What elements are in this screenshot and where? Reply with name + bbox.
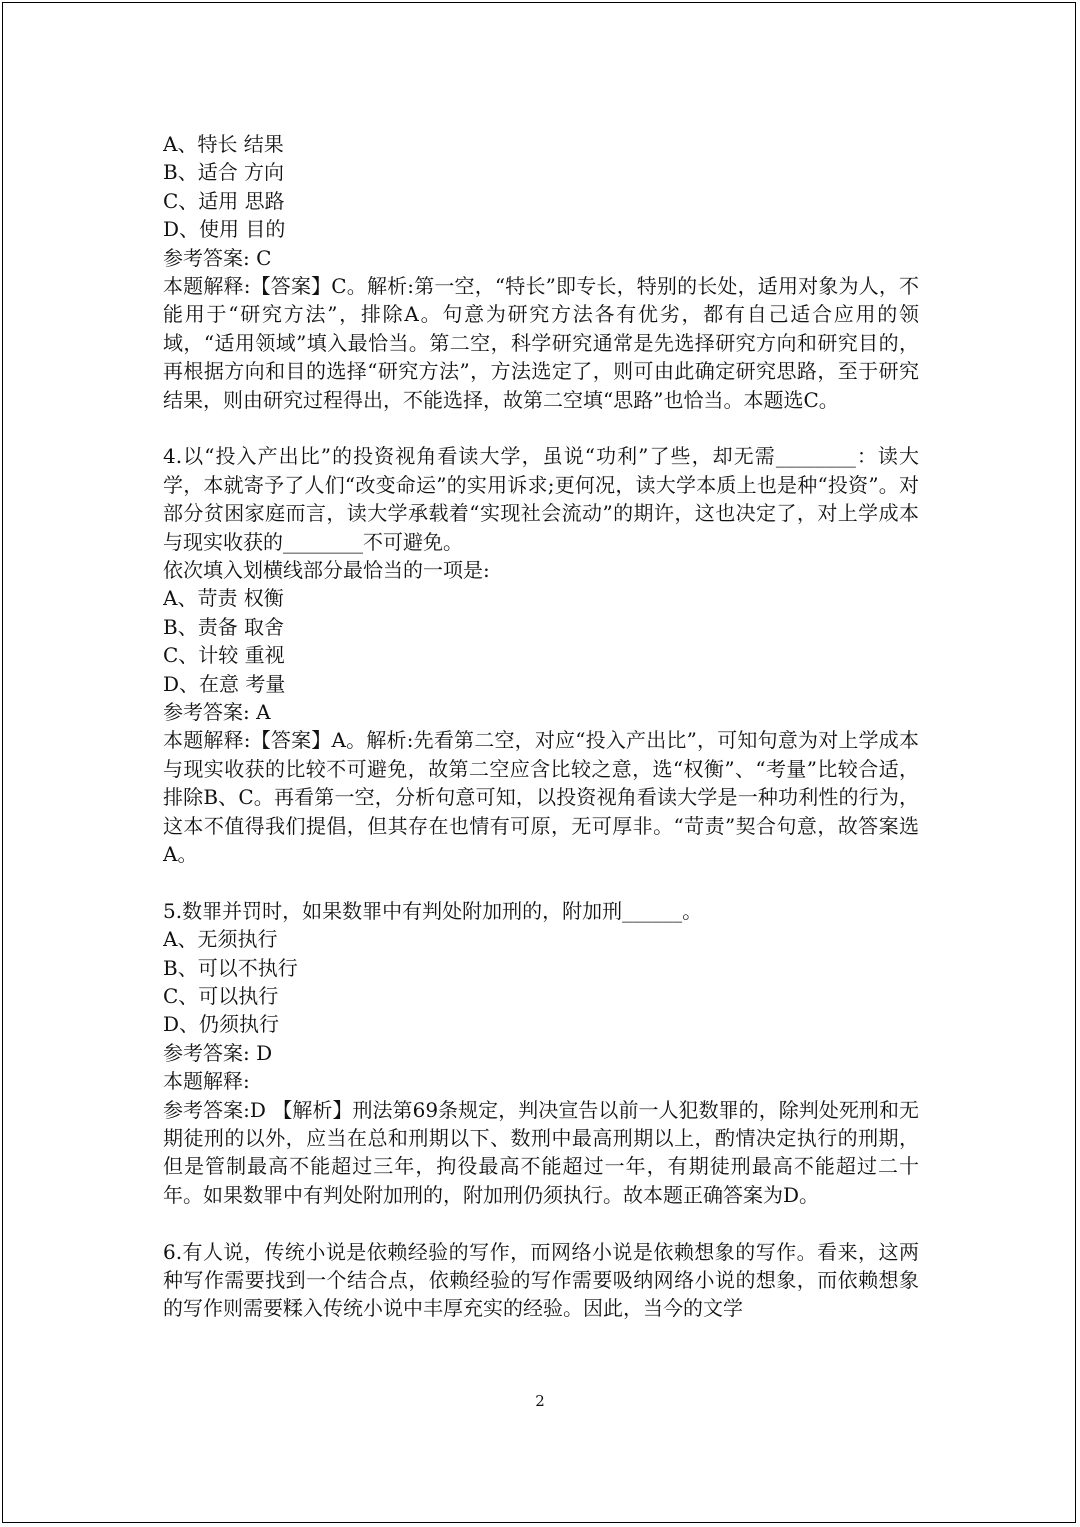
q4-option-b: B、责备 取舍	[163, 614, 285, 639]
q4-option-d: D、在意 考量	[163, 671, 286, 696]
q3-option-d: D、使用 目的	[163, 217, 286, 242]
q3-option-a: A、特长 结果	[163, 132, 284, 156]
q3-option-c: C、适用 思路	[163, 188, 285, 213]
question-6-block	[163, 1238, 919, 1323]
q4-option-a: A、苛责 权衡	[163, 586, 284, 611]
question-4-block	[163, 442, 919, 868]
q5-option-b: B、可以不执行	[163, 955, 298, 980]
q4-answer: 参考答案: A	[163, 699, 271, 724]
q4-stem: 4.以“投入产出比”的投资视角看读大学，虽说“功利”了些，却无需________：读大学，本就寄予了人们“改变命运”的实用诉求;更何况，读大学本质上也是种“投资”。对部分贫困家庭而言，读大学承载着“实现社会流动”的期许，这也决定了，对上学成本与现实收获的________不可避免。	[163, 444, 919, 554]
q3-answer: 参考答案: C	[163, 245, 272, 270]
q4-explanation: 本题解释:【答案】A。解析:先看第二空，对应“投入产出比”，可知句意为对上学成本与现实收获的比较不可避免，故第二空应含比较之意，选“权衡”、“考量”比较合适，排除B、C。再看第一空，分析句意可知，以投资视角看读大学是一种功利性的行为，这本不值得我们提倡，但其存在也情有可原，无可厚非。“苛责”契合句意，故答案选A。	[163, 728, 919, 866]
q4-instruction: 依次填入划横线部分最恰当的一项是:	[163, 558, 490, 582]
document-body	[163, 130, 919, 1323]
q3-explanation: 本题解释:【答案】C。解析:第一空，“特长”即专长，特别的长处，适用对象为人，不能用于“研究方法”，排除A。句意为研究方法各有优劣，都有自己适合应用的领域，“适用领域”填入最恰当。第二空，科学研究通常是先选择研究方向和研究目的，再根据方向和目的选择“研究方法”，方法选定了，则可由此确定研究思路，至于研究结果，则由研究过程得出，不能选择，故第二空填“思路”也恰当。本题选C。	[163, 273, 919, 412]
q5-option-c: C、可以执行	[163, 983, 279, 1008]
question-5-block	[163, 897, 919, 1209]
page-number: 2	[535, 1392, 545, 1410]
q5-explanation-label: 本题解释:	[163, 1069, 250, 1094]
q5-answer: 参考答案: D	[163, 1040, 273, 1065]
q6-stem: 6.有人说，传统小说是依赖经验的写作，而网络小说是依赖想象的写作。看来，这两种写作需要找到一个结合点，依赖经验的写作需要吸纳网络小说的想象，而依赖想象的写作则需要糅入传统小说中丰厚充实的经验。因此，当今的文学	[163, 1239, 919, 1321]
q5-stem: 5.数罪并罚时，如果数罪中有判处附加刑的，附加刑______。	[163, 898, 703, 923]
q5-explanation: 参考答案:D 【解析】刑法第69条规定，判决宣告以前一人犯数罪的，除判处死刑和无期徒刑的以外，应当在总和刑期以下、数刑中最高刑期以上，酌情决定执行的刑期，但是管制最高不能超过三年，拘役最高不能超过一年，有期徒刑最高不能超过二十年。如果数罪中有判处附加刑的，附加刑仍须执行。故本题正确答案为D。	[163, 1097, 919, 1207]
question-3-block	[163, 130, 919, 414]
q5-option-d: D、仍须执行	[163, 1012, 280, 1037]
q3-option-b: B、适合 方向	[163, 160, 285, 185]
q4-option-c: C、计较 重视	[163, 643, 285, 668]
q5-option-a: A、无须执行	[163, 927, 278, 952]
